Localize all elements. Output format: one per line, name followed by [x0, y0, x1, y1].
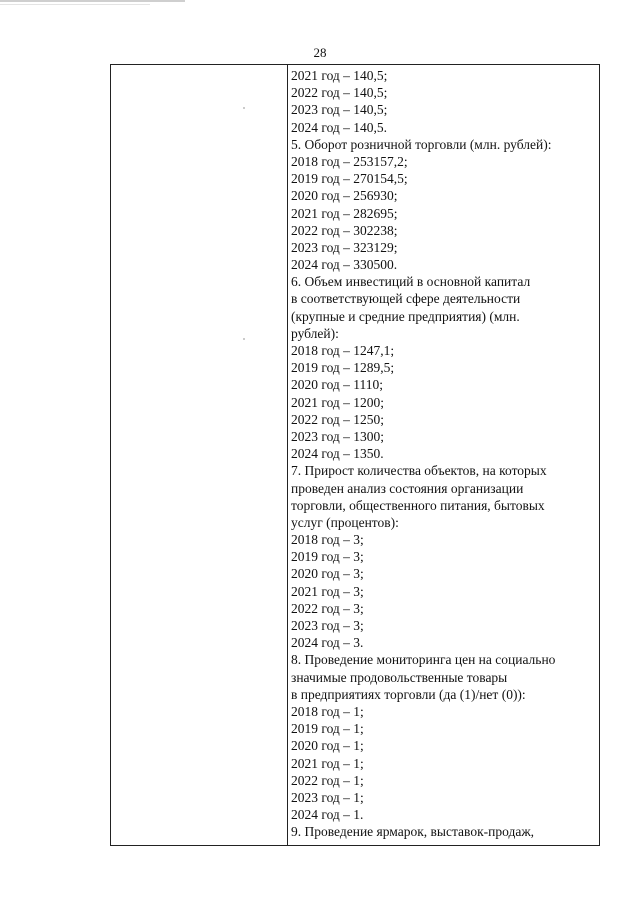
table-text-line: 8. Проведение мониторинга цен на социально: [291, 652, 556, 668]
table-text-line: 7. Прирост количества объектов, на которых: [291, 463, 547, 479]
table-text-line: 9. Проведение ярмарок, выставок-продаж,: [291, 824, 535, 840]
table-text-line: проведен анализ состояния организации: [291, 480, 524, 496]
table-text-line: 2024 год – 140,5.: [291, 119, 388, 135]
table-text-line: 2024 год – 1.: [291, 807, 364, 823]
table-text-line: 2021 год – 3;: [291, 583, 364, 599]
table-text-line: в соответствующей сфере деятельности: [291, 291, 521, 307]
table-text-line: рублей):: [291, 325, 339, 341]
table-text-line: 5. Оборот розничной торговли (млн. рублей):: [291, 136, 552, 152]
table-text-line: (крупные и средние предприятия) (млн.: [291, 308, 520, 324]
table-text-line: 2021 год – 140,5;: [291, 68, 388, 83]
table-text-line: 2022 год – 140,5;: [291, 85, 388, 101]
table-text-line: 2023 год – 140,5;: [291, 102, 388, 118]
document-table: [110, 64, 600, 846]
table-text-line: 2024 год – 330500.: [291, 257, 398, 273]
table-text-line: 2018 год – 1247,1;: [291, 343, 395, 358]
table-text-line: 2022 год – 1250;: [291, 411, 385, 427]
table-text-line: торговли, общественного питания, бытовых: [291, 497, 545, 513]
table-text-line: 2022 год – 3;: [291, 600, 364, 616]
table-text-line: 2023 год – 1;: [291, 789, 364, 805]
table-text-line: 2020 год – 3;: [291, 566, 364, 582]
table-text-line: 2024 год – 3.: [291, 635, 364, 651]
scan-speck: [243, 338, 245, 340]
table-text-line: 2019 год – 1;: [291, 721, 364, 737]
table-text-line: значимые продовольственные товары: [291, 669, 508, 685]
table-text-line: 2023 год – 323129;: [291, 239, 398, 255]
table-text-line: 2021 год – 282695;: [291, 205, 398, 221]
table-text-line: 2022 год – 1;: [291, 772, 364, 788]
table-text-line: 2023 год – 3;: [291, 618, 364, 633]
table-text-line: 6. Объем инвестиций в основной капитал: [291, 274, 531, 290]
table-text-line: 2023 год – 1300;: [291, 428, 385, 444]
table-text-line: в предприятиях торговли (да (1)/нет (0)):: [291, 686, 526, 702]
scan-edge-mark: [0, 4, 150, 5]
scan-edge-mark: [0, 0, 185, 2]
table-text-line: 2019 год – 270154,5;: [291, 171, 408, 187]
table-left-cell: [111, 65, 288, 845]
page-number: 28: [313, 45, 327, 60]
table-text-line: 2021 год – 1200;: [291, 394, 385, 410]
table-text-line: услуг (процентов):: [291, 514, 399, 530]
table-text-line: 2019 год – 1289,5;: [291, 360, 395, 376]
table-text-line: 2022 год – 302238;: [291, 222, 398, 238]
table-text-line: 2020 год – 256930;: [291, 188, 398, 204]
table-text-line: 2020 год – 1110;: [291, 377, 384, 393]
table-text-line: 2024 год – 1350.: [291, 446, 384, 462]
table-text-line: 2018 год – 253157,2;: [291, 153, 408, 169]
table-right-cell: [288, 65, 599, 845]
scan-speck: [243, 107, 245, 109]
table-text-line: 2021 год – 1;: [291, 755, 364, 771]
table-text-line: 2019 год – 3;: [291, 549, 364, 565]
table-text-line: 2020 год – 1;: [291, 738, 364, 754]
table-text-line: 2018 год – 1;: [291, 703, 364, 719]
table-text-line: 2018 год – 3;: [291, 532, 364, 548]
